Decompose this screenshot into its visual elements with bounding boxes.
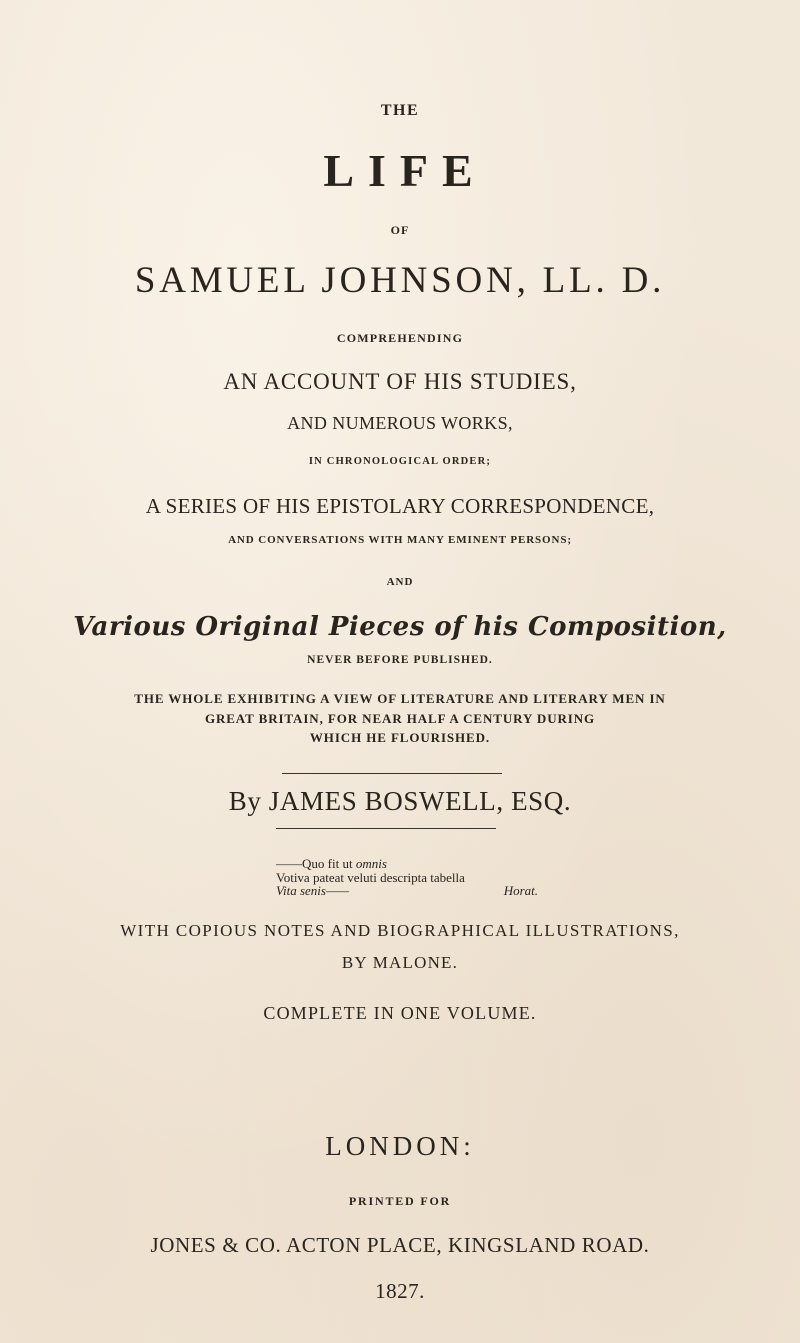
motto-line-2: Votiva pateat veluti descripta tabella	[276, 869, 465, 885]
printed-for-line: PRINTED FOR	[348, 1194, 452, 1208]
motto-attribution: Horat.	[503, 883, 538, 898]
latin-motto	[276, 857, 546, 898]
motto-line-1: ——Quo fit ut	[276, 856, 356, 871]
whole-line-3: WHICH HE FLOURISHED.	[309, 730, 491, 745]
whole-line-2: GREAT BRITAIN, FOR NEAR HALF A CENTURY DURING	[204, 711, 596, 726]
word-the: THE	[380, 102, 420, 119]
conversations-line: AND CONVERSATIONS WITH MANY EMINENT PERSONS;	[228, 534, 572, 546]
word-of: OF	[390, 223, 410, 237]
works-line: AND NUMEROUS WORKS,	[287, 413, 513, 433]
rule-above-author	[282, 773, 502, 774]
author-line: By JAMES BOSWELL, ESQ.	[228, 786, 572, 816]
imprint-london: LONDON:	[325, 1131, 475, 1161]
rule-below-author	[276, 828, 496, 829]
complete-volume-line: COMPLETE IN ONE VOLUME.	[263, 1003, 537, 1023]
imprint-year: 1827.	[375, 1279, 425, 1303]
notes-line-2: BY MALONE.	[341, 953, 459, 972]
publisher-line: JONES & CO. ACTON PLACE, KINGSLAND ROAD.	[150, 1233, 650, 1257]
word-comprehending: COMPREHENDING	[336, 331, 464, 345]
chronological-line: IN CHRONOLOGICAL ORDER;	[308, 456, 492, 467]
whole-line-1: THE WHOLE EXHIBITING A VIEW OF LITERATURE AND LITERARY MEN IN	[134, 691, 666, 706]
never-published-line: NEVER BEFORE PUBLISHED.	[307, 654, 493, 666]
main-title-life: LIFE	[323, 145, 487, 196]
various-pieces-line: Various Original Pieces of his Composition,	[73, 612, 727, 642]
series-line: A SERIES OF HIS EPISTOLARY CORRESPONDENCE,	[145, 494, 655, 518]
motto-line-1-italic: omnis	[355, 856, 387, 871]
word-and: AND	[386, 576, 414, 588]
notes-line-1: WITH COPIOUS NOTES AND BIOGRAPHICAL ILLUSTRATIONS,	[120, 921, 680, 940]
motto-line-3-left: Vita senis——	[276, 883, 350, 898]
subject-name: SAMUEL JOHNSON, LL. D.	[134, 260, 666, 301]
account-line: AN ACCOUNT OF HIS STUDIES,	[223, 369, 577, 394]
